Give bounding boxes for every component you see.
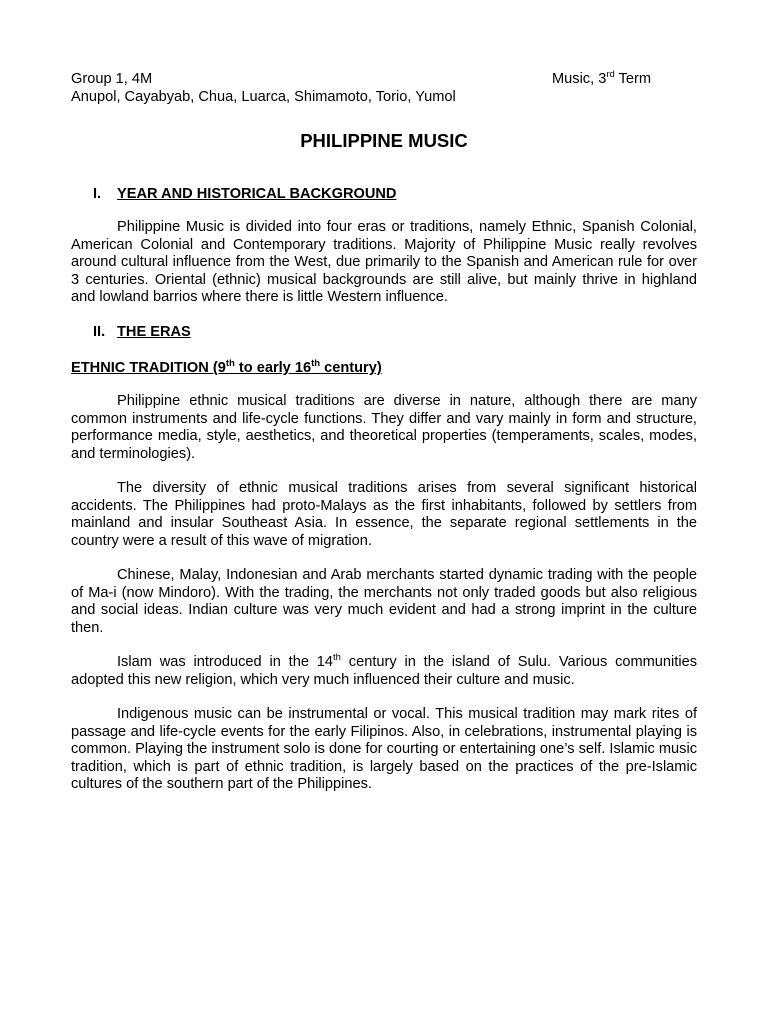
subject-text: Music, 3: [552, 71, 607, 87]
paragraph-islam: Islam was introduced in the 14th century in the island of Sulu. Various communities adopted this new religion, which very much influenced their culture and music.: [71, 652, 697, 688]
paragraph-ethnic-diversity: Philippine ethnic musical traditions are diverse in nature, although there are many common instruments and life-cycle functions. They differ and vary mainly in form and structure, performance media, style, aesthetics, and theoretical properties (temperaments, scales, modes, and terminologies).: [71, 393, 697, 462]
section-title: YEAR AND HISTORICAL BACKGROUND: [117, 186, 397, 202]
header-left: [71, 70, 456, 106]
section-heading-2: [93, 324, 191, 340]
section-title: THE ERAS: [117, 324, 191, 340]
paragraph-indigenous-music: Indigenous music can be instrumental or vocal. This musical tradition may mark rites of passage and life-cycle events for the early Filipinos. Also, in celebrations, instrumental playing is common. Playing the instrument solo is done for courting or entertaining one’s self. Islamic music tradition, which is part of ethnic tradition, is largely based on the practices of the pre-Islamic cultures of the southern part of the Philippines.: [71, 706, 697, 793]
paragraph-historical-accidents: The diversity of ethnic musical traditions arises from several significant historical accidents. The Philippines had proto-Malays as the first inhabitants, followed by settlers from mainland and insular Southeast Asia. In essence, the separate regional settlements in the country were a result of this wave of migration.: [71, 480, 697, 549]
term-text: Term: [614, 71, 652, 87]
page-title: PHILIPPINE MUSIC: [300, 130, 468, 151]
members-list: Anupol, Cayabyab, Chua, Luarca, Shimamoto, Torio, Yumol: [71, 89, 456, 105]
paragraph-merchants: Chinese, Malay, Indonesian and Arab merchants started dynamic trading with the people of Ma-i (now Mindoro). With the trading, the merchants not only traded goods but also religious and social ideas. Indian culture was very much evident and had a strong imprint in the culture then.: [71, 567, 697, 636]
paragraph-background: Philippine Music is divided into four eras or traditions, namely Ethnic, Spanish Colonial, American Colonial and Contemporary traditions. Majority of Philippine Music really revolves around cultural influence from the West, due primarily to the Spanish and American rule for over 3 centuries. Oriental (ethnic) musical backgrounds are still alive, but mainly thrive in highland and lowland barrios where there is little Western influence.: [71, 219, 697, 306]
subject-superscript: rd: [606, 69, 615, 80]
section-heading-1: [93, 186, 396, 202]
group-label: Group 1, 4M: [71, 71, 153, 87]
ethnic-tradition-heading: ETHNIC TRADITION (9th to early 16th century): [71, 358, 382, 376]
section-number: II.: [93, 324, 106, 340]
subject-term: [552, 70, 651, 88]
section-number: I.: [93, 186, 102, 202]
